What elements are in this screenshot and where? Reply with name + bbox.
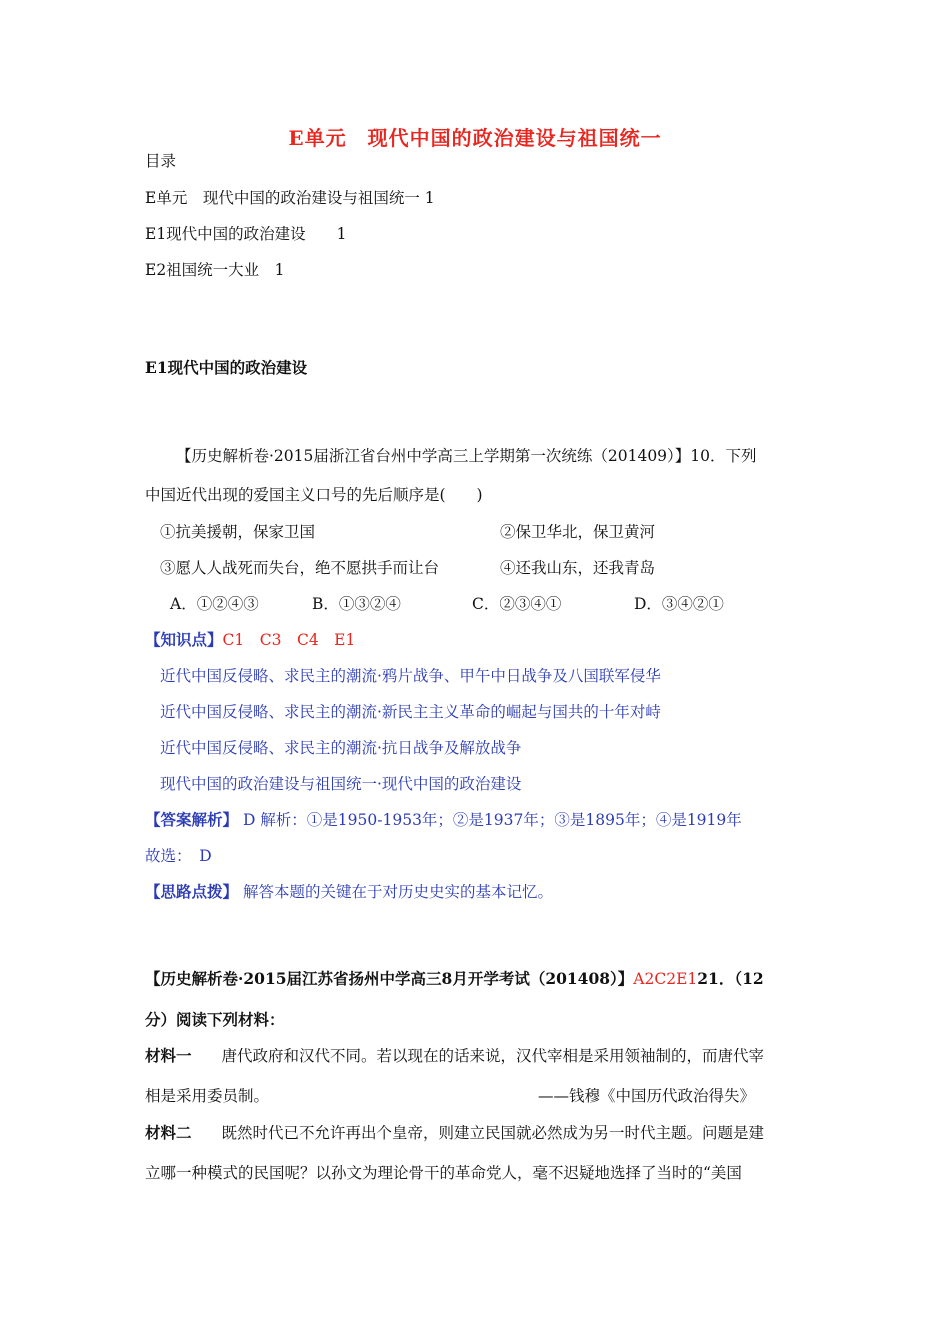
- answer-analysis: [145, 810, 742, 830]
- material-two: [145, 1123, 764, 1143]
- hint: [145, 882, 553, 902]
- option-item: ④还我山东，还我青岛: [500, 559, 656, 577]
- page-title: E单元 现代中国的政治建设与祖国统一: [288, 126, 662, 150]
- hint-text: 解答本题的关键在于对历史史实的基本记忆。: [238, 883, 553, 901]
- choice-a: A．①②④③: [170, 595, 259, 613]
- material-text: 既然时代已不允许再出个皇帝，则建立民国就必然成为另一时代主题。问题是建: [221, 1124, 765, 1142]
- toc-heading: 目录: [145, 152, 177, 170]
- toc-item[interactable]: E2祖国统一大业 1: [145, 261, 285, 279]
- question-source: [145, 969, 764, 989]
- question-source: 【历史解析卷·2015届浙江省台州中学高三上学期第一次统练（201409）】10．下列: [176, 447, 757, 465]
- knowledge-line: 近代中国反侵略、求民主的潮流·抗日战争及解放战争: [160, 739, 522, 757]
- q2-source: 【历史解析卷·2015届江苏省扬州中学高三8月开学考试（201408）】: [145, 969, 634, 988]
- knowledge-line: 现代中国的政治建设与祖国统一·现代中国的政治建设: [160, 775, 522, 793]
- question-stem: 中国近代出现的爱国主义口号的先后顺序是( ): [145, 486, 483, 504]
- material-one: [145, 1046, 764, 1066]
- section-heading: E1现代中国的政治建设: [145, 358, 308, 377]
- choice-d: D．③④②①: [634, 595, 724, 613]
- choice-b: B．①③②④: [312, 595, 401, 613]
- toc-item[interactable]: E单元 现代中国的政治建设与祖国统一 1: [145, 189, 435, 207]
- q2-score: 分）阅读下列材料：: [145, 1010, 285, 1029]
- q2-codes: A2C2E1: [633, 970, 698, 988]
- material-text: 立哪一种模式的民国呢？以孙文为理论骨干的革命党人，毫不迟疑地选择了当时的“美国: [145, 1164, 742, 1182]
- hint-label: 【思路点拨】: [145, 882, 239, 901]
- material-label: 材料二: [145, 1123, 192, 1142]
- knowledge-point-codes: C1 C3 C4 E1: [222, 631, 356, 649]
- knowledge-point: [145, 630, 355, 650]
- answer-label: 【答案解析】: [145, 810, 239, 829]
- choice-c: C．②③④①: [472, 595, 562, 613]
- option-item: ③愿人人战死而失台，绝不愿拱手而让台: [160, 559, 440, 577]
- material-label: 材料一: [145, 1046, 192, 1065]
- knowledge-line: 近代中国反侵略、求民主的潮流·鸦片战争、甲午中日战争及八国联军侵华: [160, 667, 661, 685]
- option-item: ②保卫华北，保卫黄河: [500, 523, 656, 541]
- answer-text: D 解析：①是1950-1953年；②是1937年；③是1895年；④是1919年: [238, 811, 742, 829]
- knowledge-line: 近代中国反侵略、求民主的潮流·新民主主义革命的崛起与国共的十年对峙: [160, 703, 661, 721]
- q2-number: 21．（12: [697, 969, 764, 988]
- option-item: ①抗美援朝，保家卫国: [160, 523, 316, 541]
- material-text: 相是采用委员制。: [145, 1087, 270, 1105]
- knowledge-point-label: 【知识点】: [145, 630, 223, 649]
- material-text: 唐代政府和汉代不同。若以现在的话来说，汉代宰相是采用领袖制的，而唐代宰: [221, 1047, 765, 1065]
- material-citation: ——钱穆《中国历代政治得失》: [538, 1087, 756, 1105]
- answer-choice: 故选： D: [145, 847, 212, 865]
- toc-item[interactable]: E1现代中国的政治建设 1: [145, 225, 347, 243]
